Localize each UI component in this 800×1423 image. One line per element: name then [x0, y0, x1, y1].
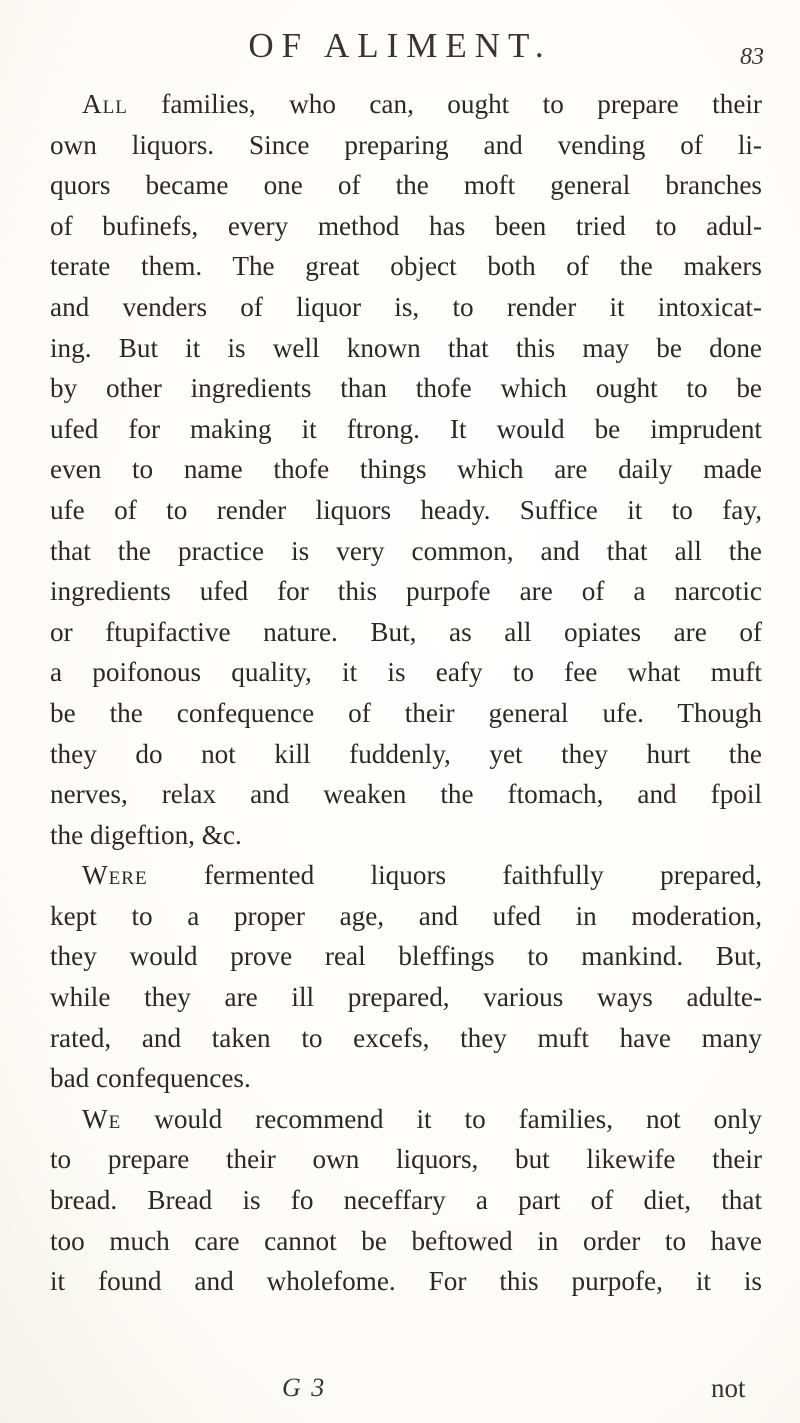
catchword: not [711, 1373, 746, 1403]
text-line-content: would recommend it to families, not only [121, 1103, 762, 1134]
text-line: quors became one of the moft general branches [50, 170, 762, 201]
text-line: even to name thofe things which are daily made [50, 454, 762, 485]
text-line: ufe of to render liquors heady. Suffice it to fay, [50, 494, 762, 525]
text-line: by other ingredients than thofe which ought to be [50, 373, 762, 404]
text-line: ing. But it is well known that this may be done [50, 332, 762, 363]
text-line-content: families, who can, ought to prepare their [127, 89, 762, 119]
text-line: they do not kill fuddenly, yet they hurt the [50, 738, 762, 769]
text-line: and venders of liquor is, to render it intoxicat- [50, 291, 762, 322]
text-line: while they are ill prepared, various ways adulte- [50, 982, 762, 1013]
text-line: bad confequences. [50, 1063, 251, 1094]
text-line: rated, and taken to excefs, they muft have many [50, 1022, 762, 1053]
text-line: the digeftion, &c. [50, 819, 242, 850]
text-line: ingredients ufed for this purpofe are of a narcotic [50, 576, 762, 607]
text-line: a poifonous quality, it is eafy to fee what muft [50, 657, 762, 688]
running-head: OF ALIMENT. [248, 26, 552, 65]
text-line [50, 1099, 762, 1140]
text-line: they would prove real bleffings to mankind. But, [50, 941, 762, 972]
text-line: ufed for making it ftrong. It would be imprudent [50, 413, 762, 444]
text-line: nerves, relax and weaken the ftomach, and fpoil [50, 779, 762, 810]
text-line: too much care cannot be beftowed in order to have [50, 1225, 762, 1256]
paragraph-lead-word: Were [82, 860, 148, 891]
paragraph-lead-word: We [82, 1103, 122, 1134]
paragraph-lead-word: All [82, 89, 128, 119]
text-line-content: fermented liquors faithfully prepared, [147, 860, 762, 891]
text-line: of bufinefs, every method has been tried to adul- [50, 210, 762, 241]
text-line: that the practice is very common, and that all the [50, 535, 762, 566]
text-line: it found and wholefome. For this purpofe, it is [50, 1266, 762, 1297]
text-line [50, 84, 762, 125]
text-line [50, 855, 762, 896]
page-number: 83 [740, 44, 764, 70]
text-line: own liquors. Since preparing and vending of li- [50, 129, 762, 160]
text-line: or ftupifactive nature. But, as all opiates are of [50, 616, 762, 647]
text-line: terate them. The great object both of the makers [50, 251, 762, 282]
text-line: to prepare their own liquors, but likewife their [50, 1144, 762, 1175]
text-line: kept to a proper age, and ufed in moderation, [50, 900, 762, 931]
text-line: bread. Bread is fo neceffary a part of diet, that [50, 1185, 762, 1216]
signature-mark: G 3 [282, 1373, 327, 1402]
text-line: be the confequence of their general ufe. Though [50, 697, 762, 728]
body-text [50, 84, 762, 1302]
